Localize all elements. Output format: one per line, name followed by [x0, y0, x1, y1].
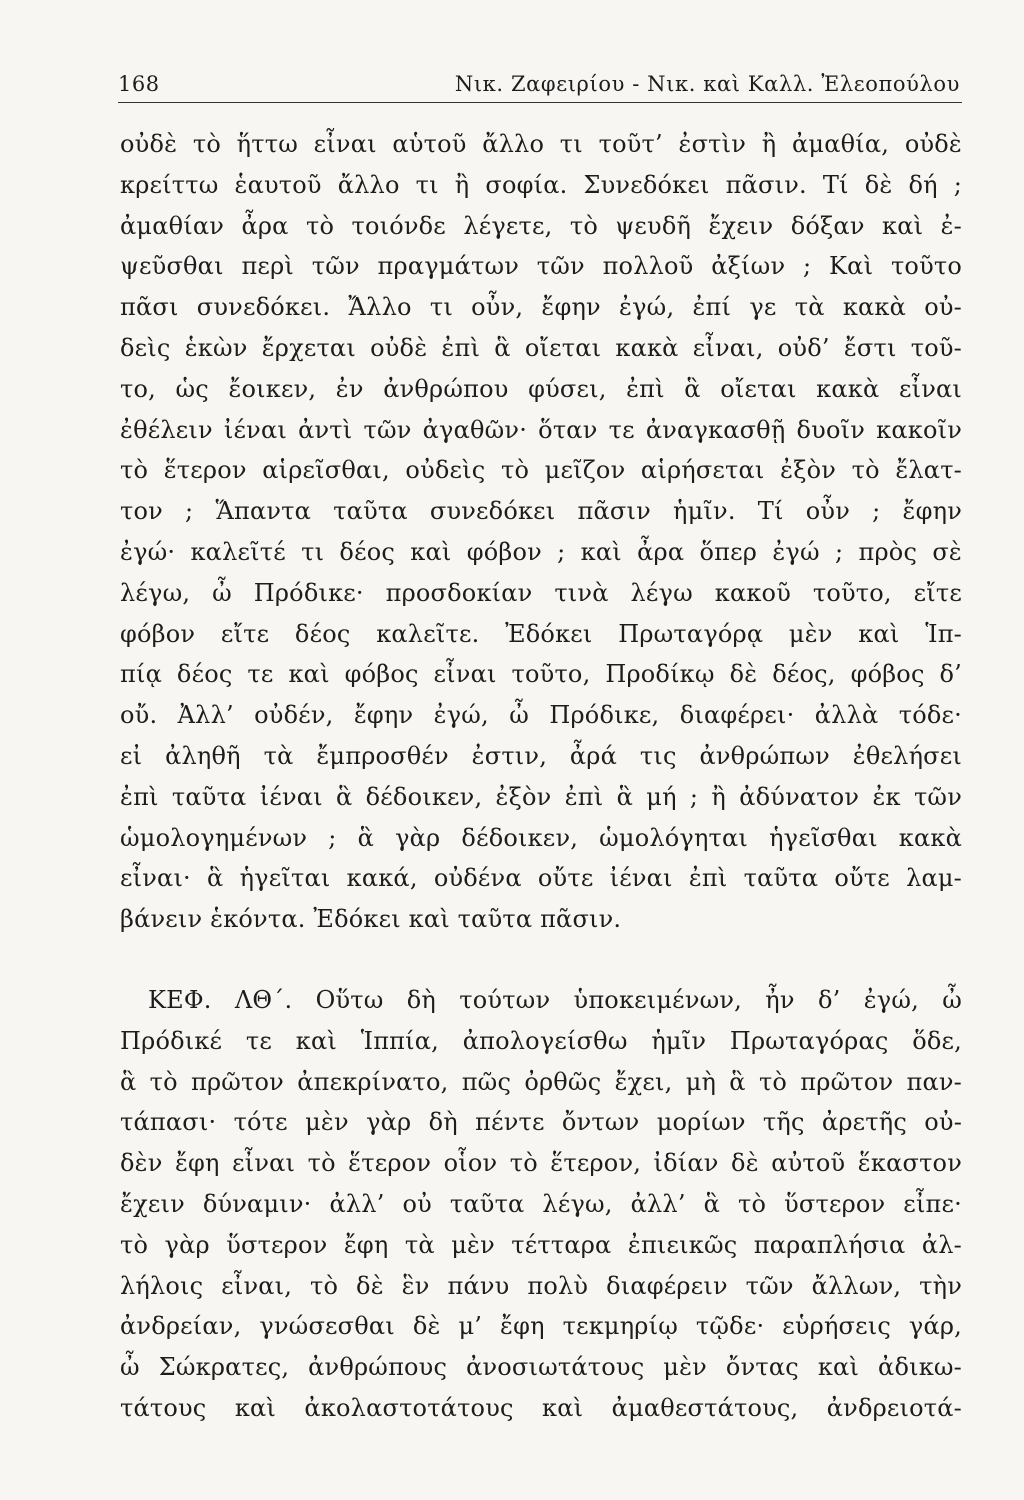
text-line: κρείττω ἑαυτοῦ ἄλλο τι ἢ σοφία. Συνεδόκει πᾶσιν. Τί δὲ δή ;	[120, 170, 962, 199]
text-line: ἐγώ· καλεῖτέ τι δέος καὶ φόβον ; καὶ ἆρα ὅπερ ἐγώ ; πρὸς σὲ	[120, 537, 962, 566]
running-head: Νικ. Ζαφειρίου - Νικ. καὶ Καλλ. Ἐλεοπούλου	[454, 72, 960, 96]
text-line: ἐπὶ ταῦτα ἰέναι ἃ δέδοικεν, ἐξὸν ἐπὶ ἃ μή ; ἢ ἀδύνατον ἐκ τῶν	[120, 782, 962, 811]
text-line: ἀμαθίαν ἆρα τὸ τοιόνδε λέγετε, τὸ ψευδῆ ἔχειν δόξαν καὶ ἐ-	[120, 211, 962, 240]
text-line: λήλοις εἶναι, τὸ δὲ ἓν πάνυ πολὺ διαφέρειν τῶν ἄλλων, τὴν	[120, 1271, 962, 1300]
text-line: δὲν ἔφη εἶναι τὸ ἕτερον οἷον τὸ ἕτερον, ἰδίαν δὲ αὐτοῦ ἕκαστον	[120, 1149, 962, 1178]
text-line: οὐδὲ τὸ ἥττω εἶναι αὑτοῦ ἄλλο τι τοῦτ’ ἐστὶν ἢ ἀμαθία, οὐδὲ	[120, 130, 962, 158]
text-line: βάνειν ἑκόντα. Ἐδόκει καὶ ταῦτα πᾶσιν.	[120, 905, 622, 934]
text-line: λέγω, ὦ Πρόδικε· προσδοκίαν τινὰ λέγω κακοῦ τοῦτο, εἴτε	[120, 578, 962, 607]
text-line: φόβον εἴτε δέος καλεῖτε. Ἐδόκει Πρωταγόρᾳ μὲν καὶ Ἱπ-	[120, 619, 962, 648]
page-header	[118, 62, 962, 102]
paragraph-gap	[120, 940, 962, 980]
header-rule	[118, 102, 962, 103]
page-number: 168	[118, 72, 160, 96]
text-line: τάτους καὶ ἀκολαστοτάτους καὶ ἀμαθεστάτους, ἀνδρειοτά-	[120, 1393, 962, 1422]
text-line: ἀνδρείαν, γνώσεσθαι δὲ μ’ ἔφη τεκμηρίῳ τῷδε· εὑρήσεις γάρ,	[120, 1312, 962, 1341]
text-line: Πρόδικέ τε καὶ Ἱππία, ἀπολογείσθω ἡμῖν Πρωταγόρας ὅδε,	[120, 1026, 962, 1055]
body-text	[120, 124, 962, 1429]
text-line: ὦ Σώκρατες, ἀνθρώπους ἀνοσιωτάτους μὲν ὄντας καὶ ἀδικω-	[120, 1353, 962, 1382]
text-line: πᾶσι συνεδόκει. Ἄλλο τι οὖν, ἔφην ἐγώ, ἐπί γε τὰ κακὰ οὐ-	[120, 293, 962, 322]
text-line: ψεῦσθαι περὶ τῶν πραγμάτων τῶν πολλοῦ ἀξίων ; Καὶ τοῦτο	[120, 252, 962, 281]
text-line: εἰ ἀληθῆ τὰ ἔμπροσθέν ἐστιν, ἆρά τις ἀνθρώπων ἐθελήσει	[120, 741, 962, 770]
paragraph-2	[120, 980, 962, 1429]
text-line: ἔχειν δύναμιν· ἀλλ’ οὐ ταῦτα λέγω, ἀλλ’ ἃ τὸ ὕστερον εἶπε·	[120, 1189, 962, 1218]
text-line: ἐθέλειν ἰέναι ἀντὶ τῶν ἀγαθῶν· ὅταν τε ἀναγκασθῇ δυοῖν κακοῖν	[120, 415, 962, 444]
text-line: πίᾳ δέος τε καὶ φόβος εἶναι τοῦτο, Προδίκῳ δὲ δέος, φόβος δ’	[120, 660, 962, 689]
text-line: τάπασι· τότε μὲν γὰρ δὴ πέντε ὄντων μορίων τῆς ἀρετῆς οὐ-	[120, 1108, 962, 1137]
text-line: τὸ ἕτερον αἱρεῖσθαι, οὐδεὶς τὸ μεῖζον αἱρήσεται ἐξὸν τὸ ἔλατ-	[120, 456, 962, 485]
chapter-heading-line: ΚΕΦ. ΛΘ΄. Οὕτω δὴ τούτων ὑποκειμένων, ἦν δ’ ἐγώ, ὦ	[148, 985, 962, 1014]
paragraph-1	[120, 124, 962, 940]
text-line: τον ; Ἅπαντα ταῦτα συνεδόκει πᾶσιν ἡμῖν. Τί οὖν ; ἔφην	[120, 497, 962, 526]
text-line: εἶναι· ἃ ἡγεῖται κακά, οὐδένα οὔτε ἰέναι ἐπὶ ταῦτα οὔτε λαμ-	[120, 864, 962, 893]
text-line: ὡμολογημένων ; ἃ γὰρ δέδοικεν, ὡμολόγηται ἡγεῖσθαι κακὰ	[120, 823, 962, 852]
text-line: το, ὡς ἔοικεν, ἐν ἀνθρώπου φύσει, ἐπὶ ἃ οἴεται κακὰ εἶναι	[120, 374, 962, 403]
text-line: οὔ. Ἀλλ’ οὐδέν, ἔφην ἐγώ, ὦ Πρόδικε, διαφέρει· ἀλλὰ τόδε·	[120, 701, 962, 730]
text-line: δεὶς ἑκὼν ἔρχεται οὐδὲ ἐπὶ ἃ οἴεται κακὰ εἶναι, οὐδ’ ἔστι τοῦ-	[120, 333, 962, 362]
text-line: ἃ τὸ πρῶτον ἀπεκρίνατο, πῶς ὀρθῶς ἔχει, μὴ ἃ τὸ πρῶτον παν-	[120, 1067, 962, 1096]
text-line: τὸ γὰρ ὕστερον ἔφη τὰ μὲν τέτταρα ἐπιεικῶς παραπλήσια ἀλ-	[120, 1230, 962, 1259]
